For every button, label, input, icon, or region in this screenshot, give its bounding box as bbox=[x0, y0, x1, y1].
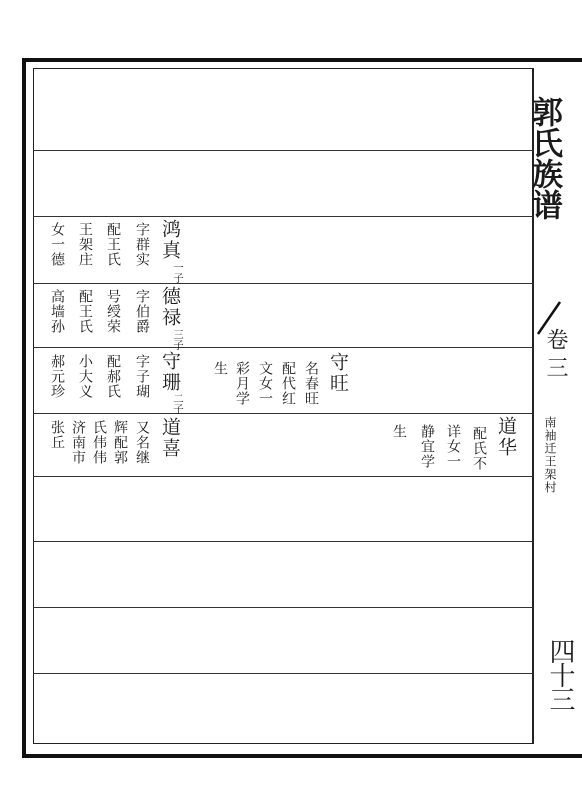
person-name: 道华 bbox=[495, 416, 517, 458]
row-divider bbox=[33, 150, 533, 151]
entry-text: 生 bbox=[212, 361, 228, 376]
sons-count: 一子 bbox=[172, 262, 184, 283]
entry-text: 字群实 bbox=[134, 222, 150, 267]
entry-text: 彩月学 bbox=[234, 361, 250, 406]
person-name: 德禄 bbox=[159, 286, 181, 328]
entry-text: 女一德 bbox=[49, 222, 65, 267]
row-divider bbox=[33, 673, 533, 674]
entry-text: 郝元珍 bbox=[49, 354, 65, 399]
page-inner-frame bbox=[33, 68, 533, 744]
entry-text: 配代红 bbox=[280, 361, 296, 406]
entry-text: 配王氏 bbox=[77, 289, 93, 334]
entry-text: 字伯爵 bbox=[134, 289, 150, 334]
entry-text: 辉配郭 bbox=[112, 420, 128, 465]
row-divider bbox=[33, 607, 533, 608]
entry-text: 配王氏 bbox=[105, 222, 121, 267]
entry-text: 号绶荣 bbox=[105, 289, 121, 334]
person-name: 守珊 bbox=[159, 351, 181, 393]
entry-text: 张丘 bbox=[49, 420, 65, 450]
page-number: 四十三 bbox=[545, 638, 575, 710]
entry-text: 静宜学 bbox=[419, 424, 435, 469]
row-divider bbox=[33, 216, 533, 217]
entry-text: 名春旺 bbox=[303, 361, 319, 406]
entry-text: 配氏不 bbox=[471, 426, 487, 471]
sons-count: 二子 bbox=[172, 393, 184, 414]
row-divider bbox=[33, 347, 533, 348]
sons-count: 三子 bbox=[172, 329, 184, 350]
entry-text: 济南市 bbox=[70, 420, 86, 465]
person-name: 鸿真 bbox=[159, 219, 181, 261]
genealogy-title: 郭氏族谱 bbox=[526, 96, 562, 220]
entry-text: 高墙孙 bbox=[49, 289, 65, 334]
entry-text: 配郝氏 bbox=[105, 354, 121, 399]
row-divider bbox=[33, 413, 533, 414]
row-divider bbox=[33, 283, 533, 284]
entry-text: 详女一 bbox=[445, 424, 461, 469]
place-label: 南袖迁王架村 bbox=[543, 416, 557, 494]
row-divider bbox=[33, 541, 533, 542]
entry-text: 小大义 bbox=[77, 354, 93, 399]
person-name: 守旺 bbox=[327, 352, 349, 394]
entry-text: 又名继 bbox=[134, 420, 150, 465]
entry-text: 王架庄 bbox=[77, 222, 93, 267]
entry-text: 氏伟伟 bbox=[91, 420, 107, 465]
entry-text: 字子瑚 bbox=[134, 354, 150, 399]
row-divider bbox=[33, 476, 533, 477]
entry-text: 文女一 bbox=[257, 361, 273, 406]
volume-label: 卷三 bbox=[543, 328, 568, 384]
person-name: 道喜 bbox=[159, 417, 181, 459]
entry-text: 生 bbox=[391, 424, 407, 439]
